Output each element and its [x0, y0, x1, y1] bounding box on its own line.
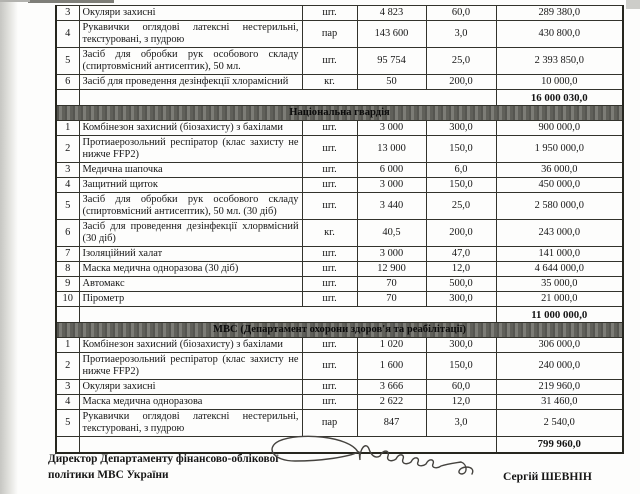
item-name-cell: Засіб для обробки рук особового складу (спиртовмісний антисептик), 50 мл. (30 діб)	[79, 193, 302, 220]
item-name-cell: Пірометр	[79, 292, 302, 307]
price-cell: 300,0	[426, 292, 496, 307]
table-row	[56, 220, 623, 247]
row-number-cell: 8	[56, 262, 79, 277]
total-cell: 141 000,0	[496, 247, 623, 262]
item-name-cell: Ізоляційний халат	[79, 247, 302, 262]
total-cell: 21 000,0	[496, 292, 623, 307]
row-number-cell: 6	[56, 75, 79, 90]
unit-cell: шт.	[302, 292, 357, 307]
item-name-cell: Маска медична одноразова	[79, 395, 302, 410]
signer-title-line1: Директор Департаменту фінансово-облікової	[48, 453, 279, 465]
price-cell: 6,0	[426, 163, 496, 178]
row-number-cell: 1	[56, 121, 79, 136]
row-number-cell: 3	[56, 6, 79, 21]
table-row	[56, 277, 623, 292]
total-cell: 900 000,0	[496, 121, 623, 136]
table-row	[56, 21, 623, 48]
unit-cell: шт.	[302, 121, 357, 136]
table-row	[56, 75, 623, 90]
row-number-cell: 4	[56, 395, 79, 410]
quantity-cell: 12 900	[357, 262, 426, 277]
row-number-cell: 7	[56, 247, 79, 262]
quantity-cell: 3 000	[357, 121, 426, 136]
quantity-cell: 40,5	[357, 220, 426, 247]
total-cell: 4 644 000,0	[496, 262, 623, 277]
total-cell: 219 960,0	[496, 380, 623, 395]
item-name-cell: Комбінезон захисний (біозахисту) з бахілами	[79, 121, 302, 136]
item-name-cell: Протиаерозольний респіратор (клас захисту не нижче FFP2)	[79, 353, 302, 380]
row-number-cell: 4	[56, 21, 79, 48]
table-row	[56, 6, 623, 21]
unit-cell: шт.	[302, 178, 357, 193]
subtotal-empty-num-cell	[56, 90, 79, 106]
unit-cell: пар	[302, 410, 357, 437]
total-cell: 289 380,0	[496, 6, 623, 21]
row-number-cell: 6	[56, 220, 79, 247]
item-name-cell: Окуляри захисні	[79, 6, 302, 21]
table-row	[56, 338, 623, 353]
quantity-cell: 50	[357, 75, 426, 90]
total-cell: 243 000,0	[496, 220, 623, 247]
row-number-cell: 5	[56, 48, 79, 75]
table-row	[56, 136, 623, 163]
row-number-cell: 2	[56, 353, 79, 380]
row-number-cell: 1	[56, 338, 79, 353]
total-cell: 240 000,0	[496, 353, 623, 380]
unit-cell: шт.	[302, 247, 357, 262]
row-number-cell: 3	[56, 163, 79, 178]
total-cell: 2 393 850,0	[496, 48, 623, 75]
price-cell: 47,0	[426, 247, 496, 262]
quantity-cell: 3 666	[357, 380, 426, 395]
price-cell: 200,0	[426, 220, 496, 247]
quantity-cell: 95 754	[357, 48, 426, 75]
section-band-row	[56, 106, 623, 121]
table-row	[56, 163, 623, 178]
section-subtotal-row	[56, 307, 623, 323]
quantity-cell: 3 000	[357, 247, 426, 262]
quantity-cell: 13 000	[357, 136, 426, 163]
total-cell: 10 000,0	[496, 75, 623, 90]
table-row	[56, 48, 623, 75]
scan-edge-artifact	[0, 0, 30, 2]
unit-cell: шт.	[302, 163, 357, 178]
unit-cell: шт.	[302, 277, 357, 292]
subtotal-amount-cell: 16 000 030,0	[496, 90, 623, 106]
price-cell: 3,0	[426, 410, 496, 437]
unit-cell: пар	[302, 21, 357, 48]
total-cell: 1 950 000,0	[496, 136, 623, 163]
subtotal-amount-cell: 11 000 000,0	[496, 307, 623, 323]
section-band-row	[56, 323, 623, 338]
table-row	[56, 353, 623, 380]
total-cell: 36 000,0	[496, 163, 623, 178]
quantity-cell: 70	[357, 292, 426, 307]
item-name-cell: Засіб для обробки рук особового складу (спиртовмісний антисептик), 50 мл.	[79, 48, 302, 75]
row-number-cell: 5	[56, 193, 79, 220]
total-cell: 430 800,0	[496, 21, 623, 48]
unit-cell: шт.	[302, 6, 357, 21]
table-row	[56, 247, 623, 262]
subtotal-amount-cell: 799 960,0	[496, 437, 623, 453]
total-cell: 2 540,0	[496, 410, 623, 437]
price-cell: 300,0	[426, 121, 496, 136]
item-name-cell: Протиаерозольний респіратор (клас захисту не нижче FFP2)	[79, 136, 302, 163]
unit-cell: шт.	[302, 136, 357, 163]
price-cell: 12,0	[426, 395, 496, 410]
price-cell: 150,0	[426, 178, 496, 193]
total-cell: 306 000,0	[496, 338, 623, 353]
quantity-cell: 3 440	[357, 193, 426, 220]
item-name-cell: Автомакс	[79, 277, 302, 292]
table-row	[56, 193, 623, 220]
price-cell: 25,0	[426, 193, 496, 220]
procurement-table	[55, 5, 624, 454]
row-number-cell: 2	[56, 136, 79, 163]
row-number-cell: 9	[56, 277, 79, 292]
price-cell: 150,0	[426, 136, 496, 163]
subtotal-empty-num-cell	[56, 307, 79, 323]
section-subtotal-row	[56, 90, 623, 106]
unit-cell: шт.	[302, 48, 357, 75]
table-row	[56, 395, 623, 410]
total-cell: 31 460,0	[496, 395, 623, 410]
table-row	[56, 178, 623, 193]
table-row	[56, 292, 623, 307]
table-row	[56, 380, 623, 395]
section-band-title: МВС (Департамент охорони здоров'я та реабілітації)	[56, 323, 623, 338]
item-name-cell: Комбінезон захисний (біозахисту) з бахілами	[79, 338, 302, 353]
price-cell: 60,0	[426, 380, 496, 395]
section-band-title: Національна гвардія	[56, 106, 623, 121]
unit-cell: шт.	[302, 353, 357, 380]
price-cell: 300,0	[426, 338, 496, 353]
row-number-cell: 5	[56, 410, 79, 437]
item-name-cell: Медична шапочка	[79, 163, 302, 178]
unit-cell: шт.	[302, 338, 357, 353]
quantity-cell: 3 000	[357, 178, 426, 193]
price-cell: 3,0	[426, 21, 496, 48]
procurement-table-wrap	[55, 5, 624, 454]
price-cell: 500,0	[426, 277, 496, 292]
signature-scribble-icon	[263, 430, 493, 492]
price-cell: 150,0	[426, 353, 496, 380]
unit-cell: шт.	[302, 395, 357, 410]
subtotal-empty-num-cell	[56, 437, 79, 453]
item-name-cell: Рукавички оглядові латексні нестерильні, текстуровані, з пудрою	[79, 410, 302, 437]
price-cell: 25,0	[426, 48, 496, 75]
row-number-cell: 10	[56, 292, 79, 307]
item-name-cell: Засіб для проведення дезінфекції хлорамісний	[79, 75, 302, 90]
quantity-cell: 2 622	[357, 395, 426, 410]
item-name-cell: Рукавички оглядові латексні нестерильні, текстуровані, з пудрою	[79, 21, 302, 48]
item-name-cell: Засіб для проведення дезінфекції хлорвмісний (30 діб)	[79, 220, 302, 247]
total-cell: 35 000,0	[496, 277, 623, 292]
row-number-cell: 3	[56, 380, 79, 395]
unit-cell: шт.	[302, 262, 357, 277]
quantity-cell: 1 600	[357, 353, 426, 380]
price-cell: 12,0	[426, 262, 496, 277]
signer-title-line2: політики МВС України	[48, 468, 169, 481]
quantity-cell: 70	[357, 277, 426, 292]
table-row	[56, 262, 623, 277]
table-row	[56, 121, 623, 136]
scan-edge-artifact	[626, 0, 640, 9]
price-cell: 60,0	[426, 6, 496, 21]
unit-cell: кг.	[302, 75, 357, 90]
scan-smudge-artifact	[28, 0, 114, 3]
item-name-cell: Защитний щиток	[79, 178, 302, 193]
total-cell: 450 000,0	[496, 178, 623, 193]
quantity-cell: 6 000	[357, 163, 426, 178]
subtotal-spacer-cell	[79, 90, 496, 106]
unit-cell: кг.	[302, 220, 357, 247]
item-name-cell: Маска медична одноразова (30 діб)	[79, 262, 302, 277]
signer-name: Сергій ШЕВНІН	[503, 470, 592, 483]
unit-cell: шт.	[302, 193, 357, 220]
quantity-cell: 1 020	[357, 338, 426, 353]
item-name-cell: Окуляри захисні	[79, 380, 302, 395]
total-cell: 2 580 000,0	[496, 193, 623, 220]
row-number-cell: 4	[56, 178, 79, 193]
price-cell: 200,0	[426, 75, 496, 90]
subtotal-spacer-cell	[79, 307, 496, 323]
unit-cell: шт.	[302, 380, 357, 395]
quantity-cell: 4 823	[357, 6, 426, 21]
quantity-cell: 847	[357, 410, 426, 437]
quantity-cell: 143 600	[357, 21, 426, 48]
scan-edge-artifact	[0, 0, 18, 494]
